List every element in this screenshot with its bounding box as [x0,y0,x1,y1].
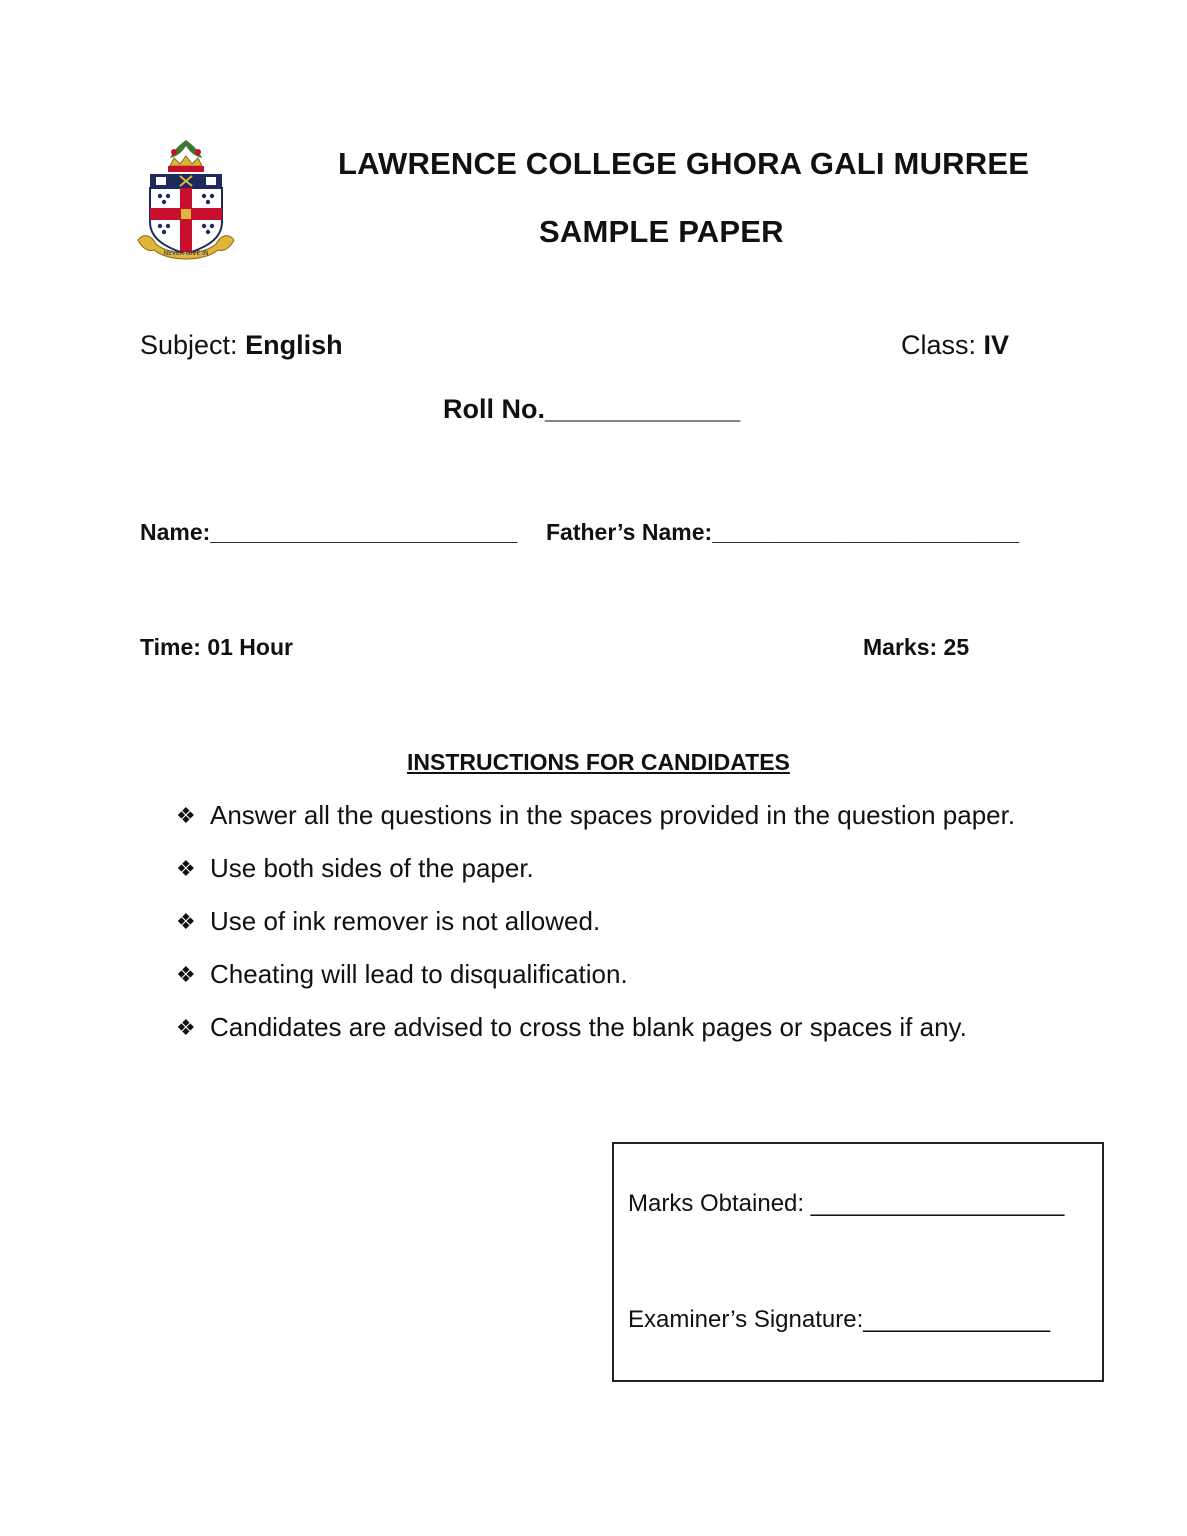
class-label: Class: [901,330,977,360]
diamond-bullet-icon: ❖ [176,962,196,987]
instruction-text: Use both sides of the paper. [210,853,534,883]
subject-value: English [245,330,343,360]
instruction-item [176,959,1015,1012]
diamond-bullet-icon: ❖ [176,1015,196,1040]
paper-type-title: SAMPLE PAPER [539,214,784,249]
name-field[interactable]: Name:________________________ [140,519,518,545]
instruction-item [176,1012,1015,1065]
svg-text:NEVER GIVE IN: NEVER GIVE IN [163,250,209,257]
time-allowed: Time: 01 Hour [140,634,293,660]
instruction-item [176,800,1015,853]
subject-label: Subject: [140,330,238,360]
fathers-name-field[interactable]: Father’s Name:________________________ [546,519,1020,545]
college-crest-logo [134,136,238,268]
diamond-bullet-icon: ❖ [176,803,196,828]
marks-obtained-field[interactable]: Marks Obtained: ___________________ [628,1190,1065,1217]
diamond-bullet-icon: ❖ [176,856,196,881]
instruction-text: Use of ink remover is not allowed. [210,906,601,936]
examiner-signature-field[interactable]: Examiner’s Signature:______________ [628,1306,1051,1333]
institution-title: LAWRENCE COLLEGE GHORA GALI MURREE [338,146,1030,181]
class-value: IV [983,330,1010,360]
instructions-heading: INSTRUCTIONS FOR CANDIDATES [407,749,790,775]
instructions-list [176,800,1015,1065]
instruction-text: Cheating will lead to disqualification. [210,959,628,989]
instruction-text: Answer all the questions in the spaces provided in the question paper. [210,800,1016,830]
instruction-item [176,853,1015,906]
instruction-text: Candidates are advised to cross the blank pages or spaces if any. [210,1012,967,1042]
total-marks: Marks: 25 [863,634,970,660]
class-line [901,330,1009,361]
roll-no-field[interactable]: Roll No._____________ [443,394,741,424]
marks-box [612,1142,1104,1382]
instruction-item [176,906,1015,959]
subject-line [140,330,343,361]
diamond-bullet-icon: ❖ [176,909,196,934]
